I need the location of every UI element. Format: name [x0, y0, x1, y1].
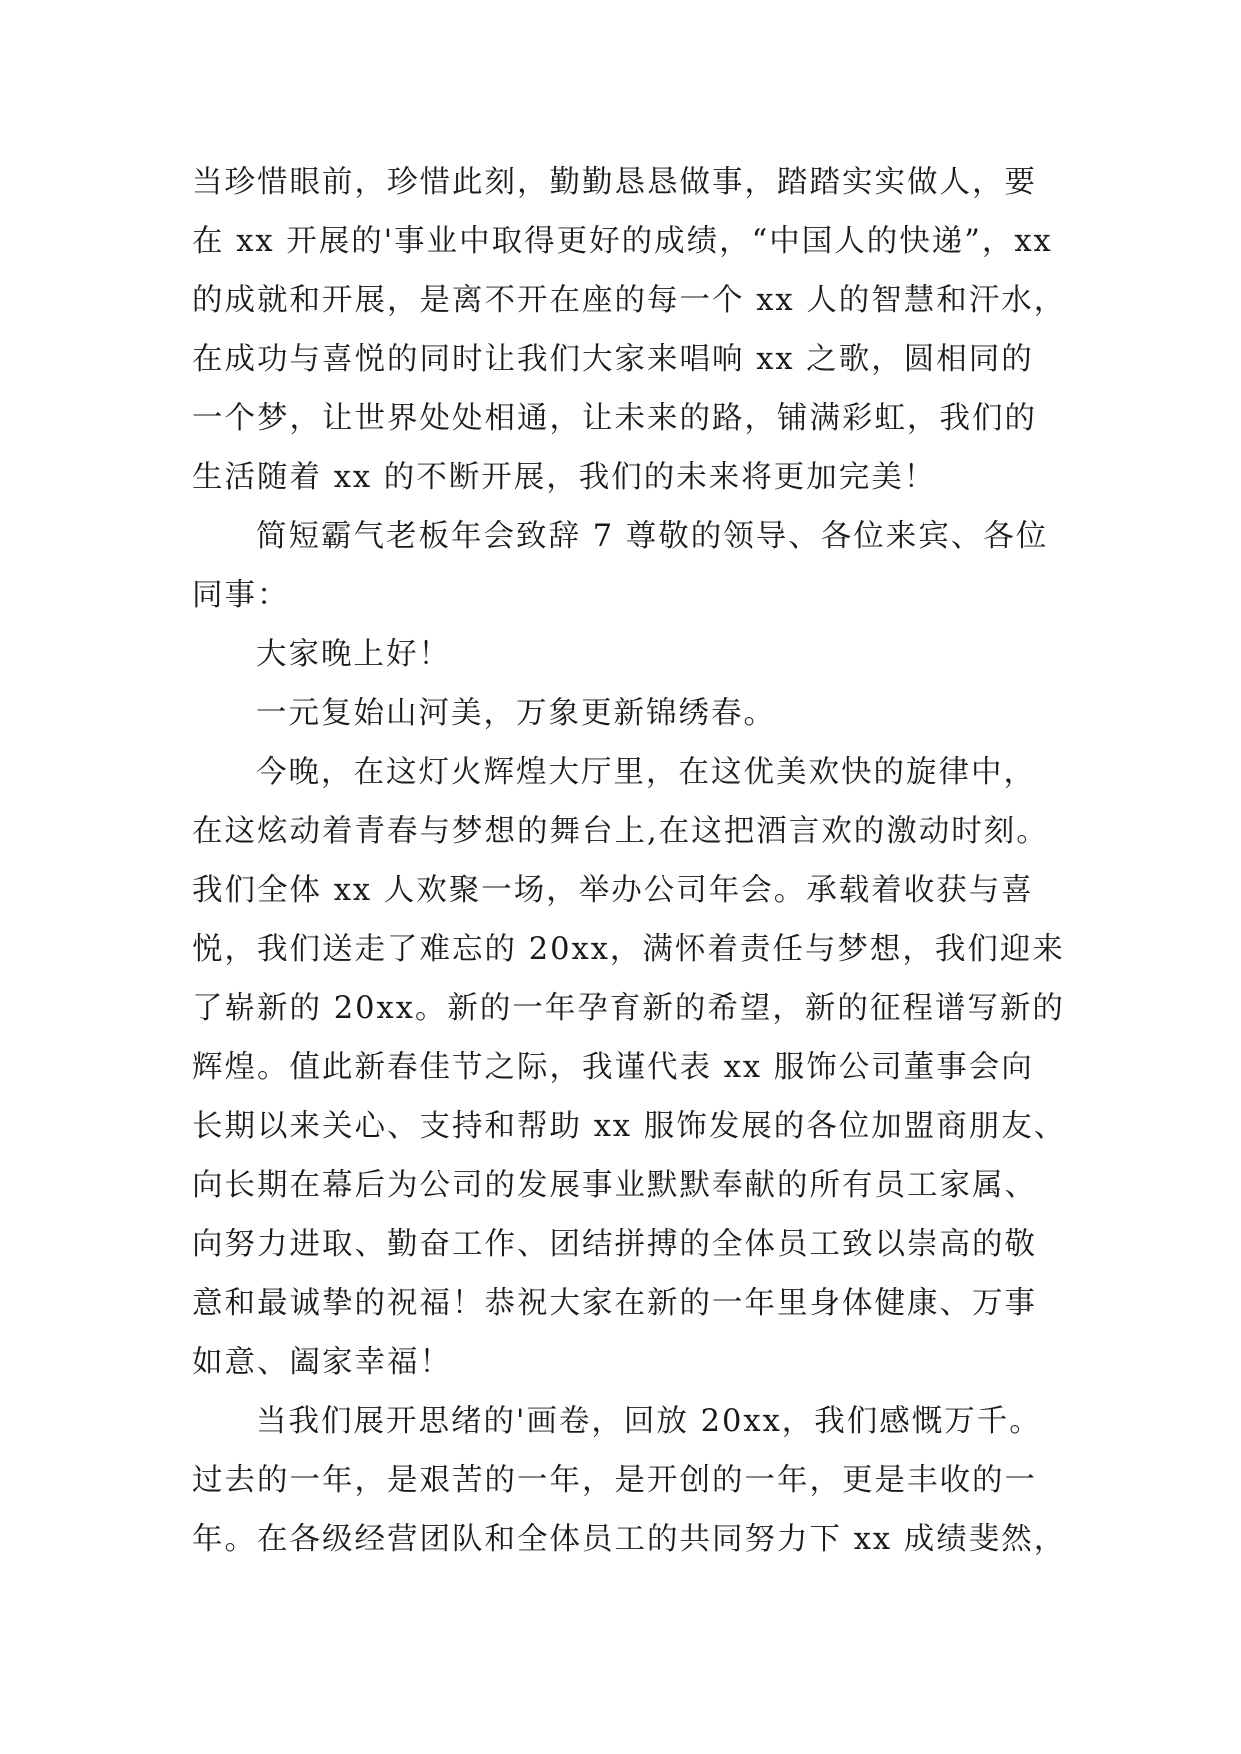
text-line: 在这炫动着青春与梦想的舞台上,在这把酒言欢的激动时刻。	[192, 814, 1049, 849]
text-line: 在 xx 开展的'事业中取得更好的成绩，“中国人的快递”，xx	[192, 224, 1053, 259]
text-line: 辉煌。值此新春佳节之际，我谨代表 xx 服饰公司董事会向	[192, 1050, 1034, 1085]
text-line: 当我们展开思绪的'画卷，回放 20xx，我们感慨万千。	[256, 1404, 1042, 1439]
text-line: 当珍惜眼前，珍惜此刻，勤勤恳恳做事，踏踏实实做人，要	[192, 165, 1037, 200]
text-line: 同事：	[192, 578, 290, 613]
text-line: 向努力进取、勤奋工作、团结拼搏的全体员工致以崇高的敬	[192, 1227, 1037, 1262]
text-line: 长期以来关心、支持和帮助 xx 服饰发展的各位加盟商朋友、	[192, 1109, 1067, 1144]
text-line: 如意、阖家幸福！	[192, 1345, 452, 1380]
text-line: 的成就和开展，是离不开在座的每一个 xx 人的智慧和汗水，	[192, 283, 1067, 318]
document-body	[192, 162, 1072, 1578]
text-line: 年。在各级经营团队和全体员工的共同努力下 xx 成绩斐然，	[192, 1522, 1067, 1557]
text-line: 过去的一年，是艰苦的一年，是开创的一年，更是丰收的一	[192, 1463, 1037, 1498]
text-line: 一个梦，让世界处处相通，让未来的路，铺满彩虹，我们的	[192, 401, 1037, 436]
text-line: 一元复始山河美，万象更新锦绣春。	[256, 696, 776, 731]
text-line: 我们全体 xx 人欢聚一场，举办公司年会。承载着收获与喜	[192, 873, 1034, 908]
text-line: 悦，我们送走了难忘的 20xx，满怀着责任与梦想，我们迎来	[192, 932, 1065, 967]
text-line: 简短霸气老板年会致辞 7 尊敬的领导、各位来宾、各位	[256, 519, 1049, 554]
text-line: 今晚，在这灯火辉煌大厅里，在这优美欢快的旋律中，	[256, 755, 1036, 790]
text-line: 了崭新的 20xx。新的一年孕育新的希望，新的征程谱写新的	[192, 991, 1065, 1026]
text-line: 生活随着 xx 的不断开展，我们的未来将更加完美！	[192, 460, 937, 495]
text-line: 大家晚上好！	[256, 637, 451, 672]
text-line: 意和最诚挚的祝福！恭祝大家在新的一年里身体健康、万事	[192, 1286, 1037, 1321]
text-line: 在成功与喜悦的同时让我们大家来唱响 xx 之歌，圆相同的	[192, 342, 1034, 377]
text-line: 向长期在幕后为公司的发展事业默默奉献的所有员工家属、	[192, 1168, 1037, 1203]
